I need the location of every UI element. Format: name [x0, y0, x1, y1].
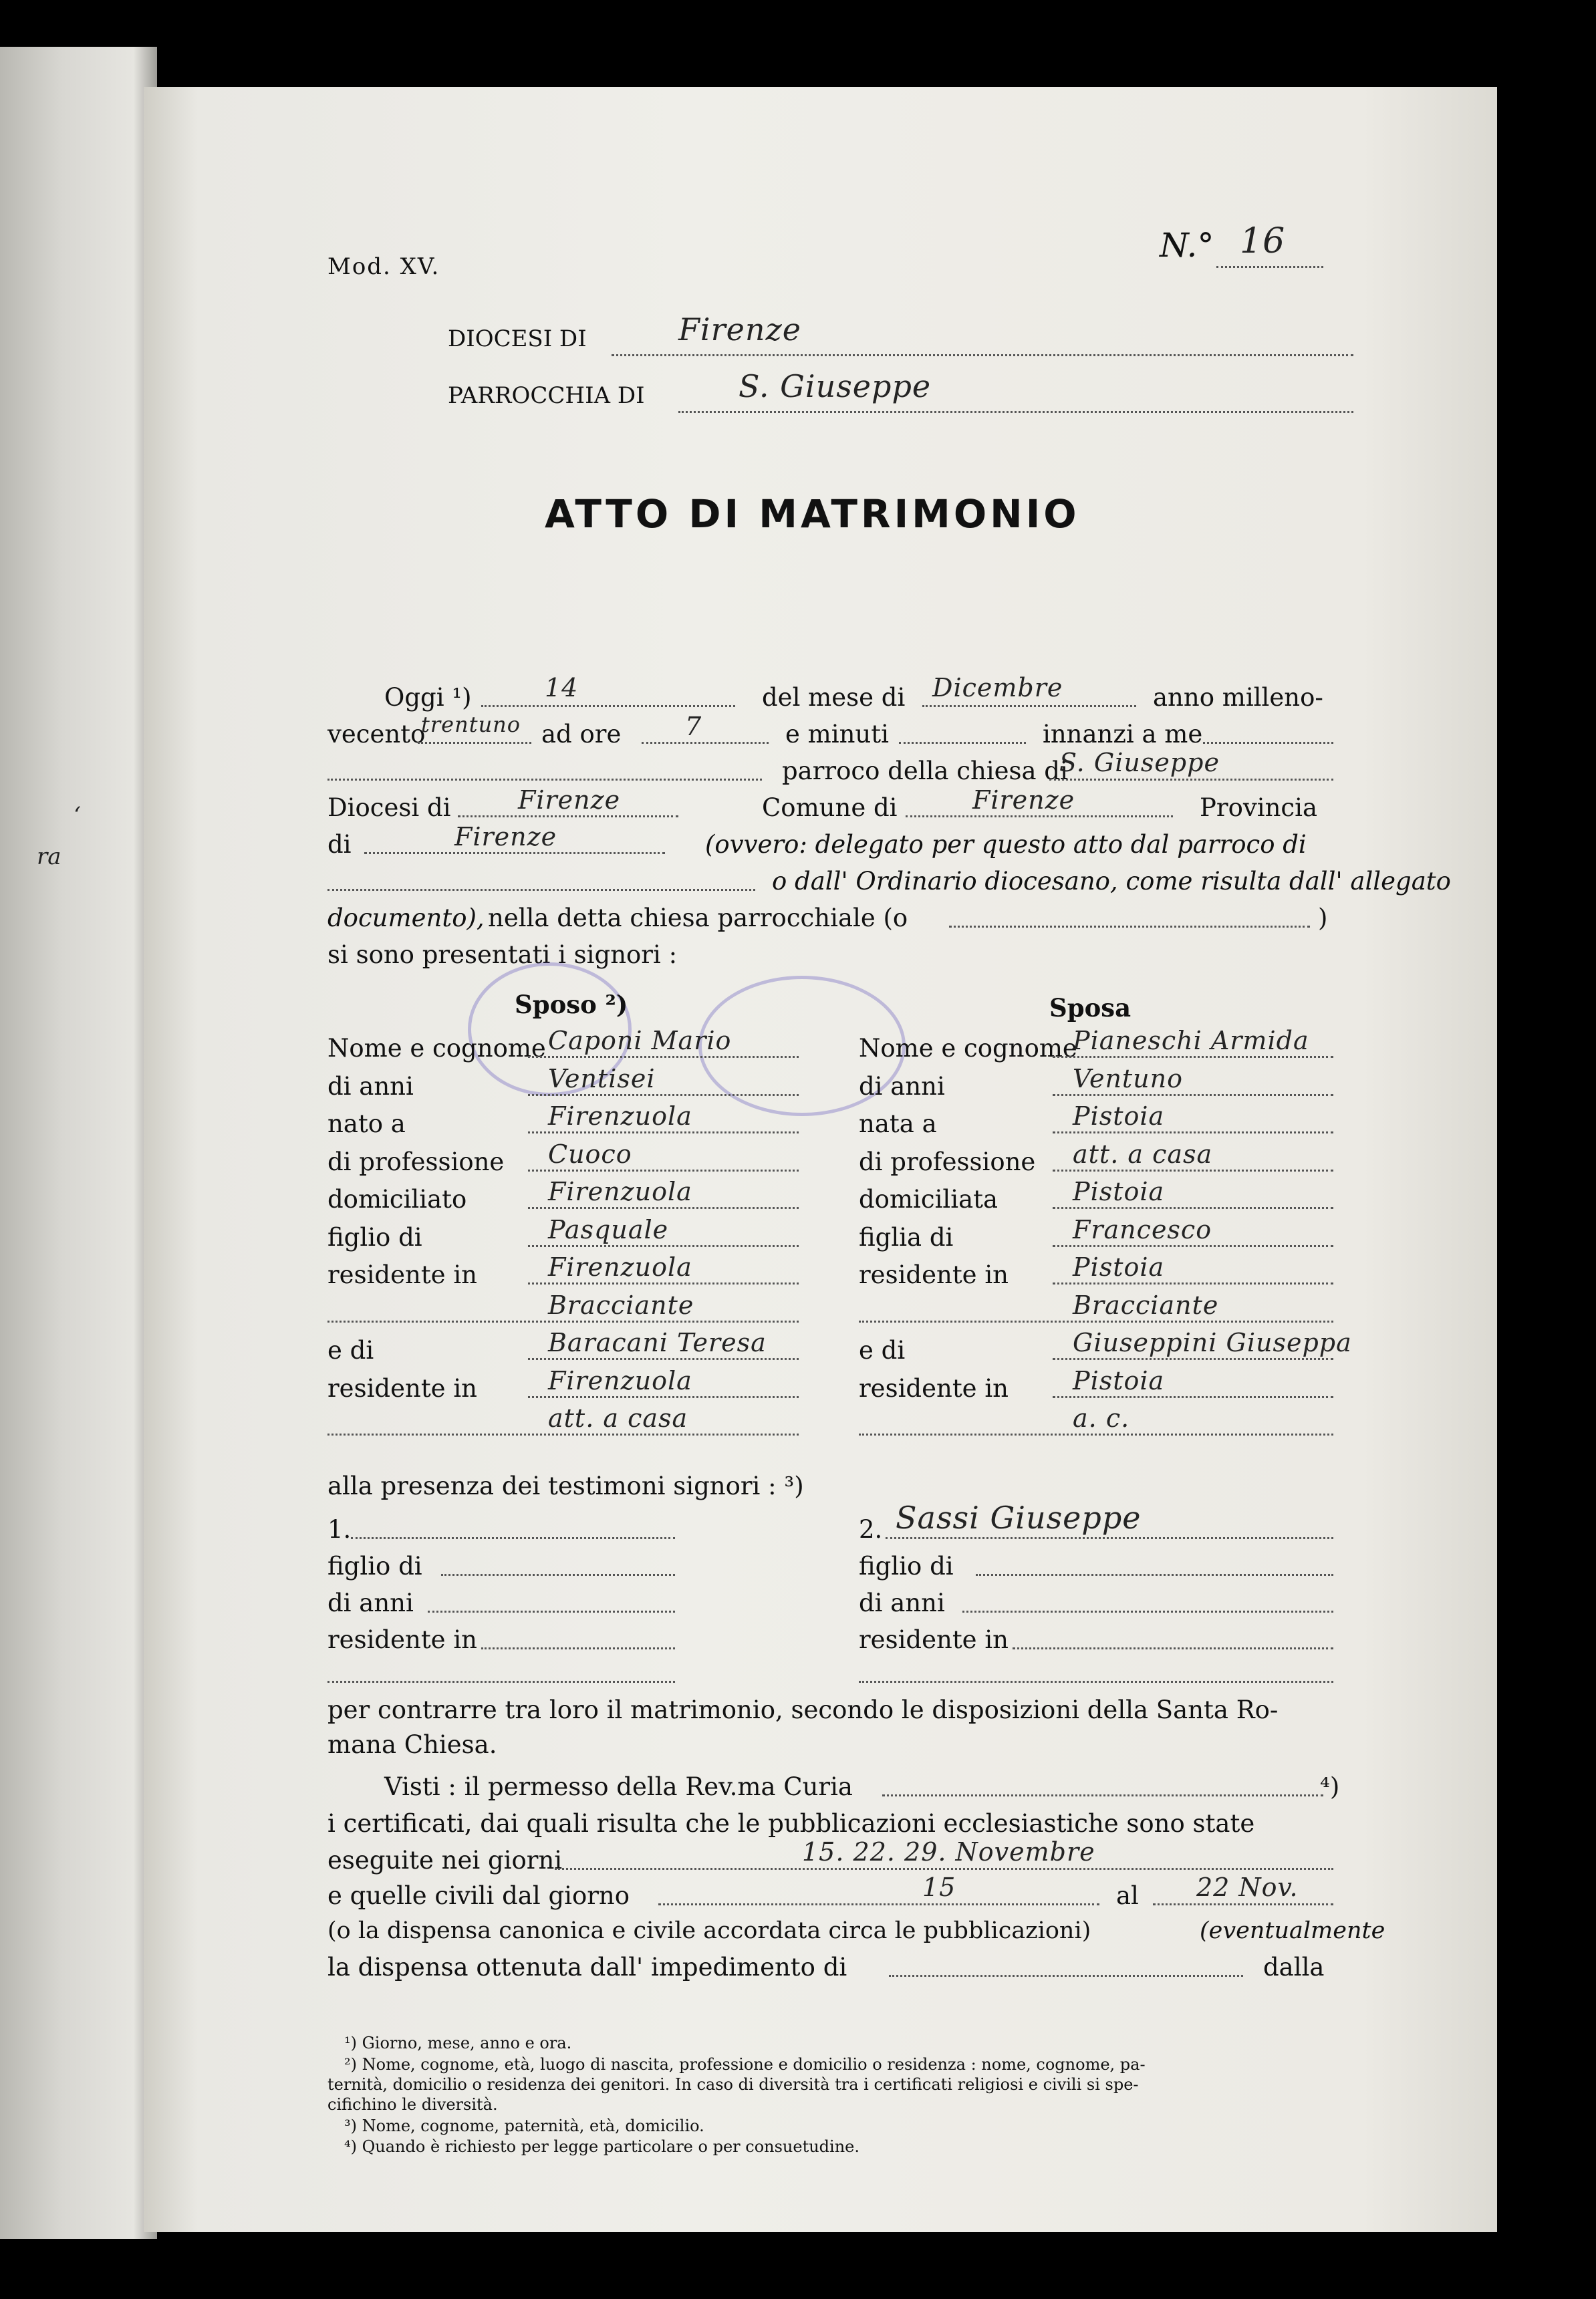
witness-2-anni-label: di anni [859, 1589, 945, 1617]
eventualmente-text: (eventualmente [1200, 1917, 1385, 1944]
document-number: 16 [1240, 221, 1286, 261]
sposa-heading: Sposa [1049, 993, 1132, 1023]
vecento-label: vecento [327, 720, 426, 749]
civili-label: e quelle civili dal giorno [327, 1881, 630, 1910]
left-page-fragment: ra [37, 843, 61, 870]
parish-label: PARROCCHIA DI [448, 382, 645, 409]
diocese-value: Firenze [678, 311, 801, 348]
witness-1-extra-line [327, 1681, 675, 1683]
footnote-1: ¹) Giorno, mese, anno e ora. [344, 2034, 572, 2052]
diocesi-line [458, 815, 678, 817]
footnote-3: ³) Nome, cognome, paternità, età, domicilio. [344, 2117, 704, 2135]
model-code: Mod. XV. [327, 253, 440, 280]
sposa-field-label: figlia di [859, 1223, 954, 1252]
footnote-2: ²) Nome, cognome, età, luogo di nascita, professione e domicilio o residenza : nome, cognome, pa- [344, 2055, 1146, 2074]
sposo-field-line [327, 1321, 799, 1323]
sposa-field-value: Francesco [1073, 1215, 1212, 1244]
documento-text: documento), [327, 904, 485, 932]
footnote-4: ⁴) Quando è richiesto per legge particolare o per consuetudine. [344, 2137, 859, 2156]
close-paren: ) [1318, 904, 1328, 932]
chiesa-alt-line [949, 926, 1310, 928]
witness-1-number: 1. [327, 1515, 352, 1544]
sposo-field-label: nato a [327, 1109, 406, 1138]
sposa-field-line [859, 1321, 1333, 1323]
document-title: ATTO DI MATRIMONIO [545, 491, 1080, 537]
sposa-field-line [1053, 1245, 1333, 1247]
diocesi-label: Diocesi di [327, 793, 451, 822]
sposa-field-value: Pistoia [1073, 1252, 1165, 1282]
sposo-field-line [327, 1434, 799, 1436]
previous-page-edge [0, 47, 157, 2239]
sposa-field-label: domiciliata [859, 1185, 999, 1214]
witness-2-residente-line [1013, 1647, 1333, 1649]
sposo-field-label: e di [327, 1336, 374, 1365]
curia-line [882, 1794, 1323, 1796]
month-label: del mese di [762, 683, 906, 712]
witness-2-name: Sassi Giuseppe [896, 1500, 1142, 1536]
diocesi-value: Firenze [518, 785, 621, 815]
minuti-label: e minuti [785, 720, 889, 749]
sposa-field-value: Giuseppini Giuseppa [1073, 1328, 1352, 1357]
parroco-label: parroco della chiesa di [782, 757, 1068, 785]
witness-2-figlio-line [976, 1574, 1333, 1576]
witness-1-anni-line [428, 1611, 675, 1613]
sposo-field-value: Cuoco [548, 1139, 632, 1169]
provincia-value: Firenze [454, 822, 557, 851]
sposo-field-value: Bracciante [548, 1291, 694, 1320]
comune-label: Comune di [762, 793, 898, 822]
sposo-field-line [528, 1056, 799, 1058]
sposo-field-value: Ventisei [548, 1064, 656, 1093]
witness-1-line [351, 1537, 675, 1539]
left-page-fragment: ʻ [74, 802, 81, 829]
sposa-field-value: att. a casa [1073, 1139, 1213, 1169]
sposa-field-line [1053, 1094, 1333, 1096]
purpose-line-1: per contrarre tra loro il matrimonio, secondo le disposizioni della Santa Ro- [327, 1696, 1279, 1724]
witness-1-figlio-line [441, 1574, 675, 1576]
sposa-field-line [1053, 1282, 1333, 1284]
sposa-field-value: a. c. [1073, 1403, 1130, 1433]
provincia-label: Provincia [1200, 793, 1318, 822]
eseguite-line [555, 1868, 1333, 1870]
eseguite-label: eseguite nei giorni [327, 1846, 563, 1875]
innanzi-label: innanzi a me [1043, 720, 1203, 749]
sposa-field-value: Bracciante [1073, 1291, 1219, 1320]
witness-2-number: 2. [859, 1515, 883, 1544]
ore-label: ad ore [541, 720, 622, 749]
sposa-field-line [1053, 1207, 1333, 1209]
sposo-field-label: figlio di [327, 1223, 422, 1252]
sposa-field-line [1053, 1358, 1333, 1360]
sposa-field-label: di professione [859, 1147, 1036, 1176]
day-line [481, 705, 735, 707]
number-line [1216, 266, 1323, 268]
day-value: 14 [545, 673, 579, 702]
sposo-field-line [528, 1396, 799, 1398]
parish-value: S. Giuseppe [739, 368, 932, 404]
sposo-field-label: residente in [327, 1374, 478, 1403]
ordinario-text: o dall' Ordinario diocesano, come risulta dall' allegato [772, 867, 1451, 896]
sposo-field-line [528, 1282, 799, 1284]
church-line [1049, 779, 1333, 781]
sposa-field-line [1053, 1396, 1333, 1398]
sposa-field-line [1053, 1056, 1333, 1058]
witness-1-residente-line [481, 1647, 675, 1649]
church-value: S. Giuseppe [1059, 748, 1220, 777]
ovvero-text: (ovvero: delegato per questo atto dal parroco di [705, 830, 1307, 859]
sposa-field-line [1053, 1131, 1333, 1133]
delegato-line [327, 889, 755, 891]
sposa-field-value: Pianeschi Armida [1073, 1026, 1309, 1055]
comune-line [906, 815, 1173, 817]
footnote-2-end: cifichino le diversità. [327, 2095, 498, 2114]
witness-2-line [886, 1537, 1333, 1539]
sposa-field-label: di anni [859, 1072, 945, 1101]
footnote-2-cont: ternità, domicilio o residenza dei genitori. In caso di diversità tra i certificati religiosi e civili si spe- [327, 2075, 1139, 2094]
sposa-field-label: nata a [859, 1109, 937, 1138]
provincia-line [364, 852, 665, 854]
dispensa-text: (o la dispensa canonica e civile accordata circa le pubblicazioni) [327, 1917, 1091, 1944]
nella-text: nella detta chiesa parrocchiale (o [488, 904, 908, 932]
innanzi-line [1203, 742, 1333, 744]
witness-2-extra-line [859, 1681, 1333, 1683]
hour-value: 7 [685, 712, 702, 741]
sposo-field-line [528, 1094, 799, 1096]
parish-line [678, 411, 1353, 413]
anno-label: anno milleno- [1153, 683, 1323, 712]
number-prefix: N.° [1160, 226, 1214, 265]
witness-1-anni-label: di anni [327, 1589, 414, 1617]
visti-note: ⁴) [1320, 1772, 1340, 1801]
sposa-field-label: residente in [859, 1260, 1009, 1289]
al-label: al [1116, 1881, 1139, 1910]
sposo-field-line [528, 1358, 799, 1360]
priest-name-line [327, 779, 762, 781]
sposa-field-line [1053, 1170, 1333, 1172]
sposo-heading: Sposo ²) [515, 990, 628, 1019]
sposa-field-label: e di [859, 1336, 906, 1365]
civili-from-value: 15 [922, 1873, 956, 1902]
sposo-field-value: att. a casa [548, 1403, 688, 1433]
visti-label: Visti : il permesso della Rev.ma Curia [384, 1772, 853, 1801]
minuti-line [899, 742, 1026, 744]
diocese-label: DIOCESI DI [448, 325, 587, 352]
sposa-field-value: Pistoia [1073, 1101, 1165, 1131]
sposo-field-line [528, 1207, 799, 1209]
civili-to-line [1153, 1903, 1333, 1905]
sposo-field-label: di professione [327, 1147, 505, 1176]
sposo-field-value: Firenzuola [548, 1366, 692, 1395]
certificati-text: i certificati, dai quali risulta che le pubblicazioni ecclesiastiche sono state [327, 1809, 1255, 1838]
sposo-field-value: Firenzuola [548, 1101, 692, 1131]
purpose-line-2: mana Chiesa. [327, 1730, 497, 1759]
document-page [144, 87, 1497, 2232]
dalla-text: dalla [1263, 1953, 1325, 1982]
witness-1-residente-label: residente in [327, 1625, 478, 1654]
witness-2-anni-line [962, 1611, 1333, 1613]
sposa-field-value: Pistoia [1073, 1366, 1165, 1395]
sposa-field-label: residente in [859, 1374, 1009, 1403]
diocese-line [612, 354, 1353, 356]
impedimento-line [889, 1975, 1243, 1977]
sposo-field-value: Baracani Teresa [548, 1328, 767, 1357]
comune-value: Firenze [972, 785, 1075, 815]
sposo-field-value: Caponi Mario [548, 1026, 732, 1055]
civili-to-value: 22 Nov. [1196, 1873, 1299, 1902]
month-line [922, 705, 1136, 707]
sposo-field-label: di anni [327, 1072, 414, 1101]
witness-2-residente-label: residente in [859, 1625, 1009, 1654]
sposo-field-value: Pasquale [548, 1215, 669, 1244]
impedimento-label: la dispensa ottenuta dall' impedimento di [327, 1953, 847, 1982]
sposo-field-label: Nome e cognome [327, 1034, 546, 1063]
sposa-field-label: Nome e cognome [859, 1034, 1077, 1063]
sposo-field-value: Firenzuola [548, 1177, 692, 1206]
presentati-text: si sono presentati i signori : [327, 940, 678, 969]
month-value: Dicembre [932, 673, 1063, 702]
sposo-field-line [528, 1245, 799, 1247]
oggi-label: Oggi ¹) [384, 683, 472, 712]
year-line [418, 742, 531, 744]
witness-1-figlio-label: figlio di [327, 1552, 422, 1581]
year-value: trentuno [421, 712, 521, 737]
sposa-field-value: Ventuno [1073, 1064, 1184, 1093]
sposo-field-label: residente in [327, 1260, 478, 1289]
sposa-field-line [859, 1434, 1333, 1436]
sposa-field-value: Pistoia [1073, 1177, 1165, 1206]
witnesses-heading: alla presenza dei testimoni signori : ³) [327, 1472, 804, 1500]
di-label: di [327, 830, 352, 859]
sposo-field-label: domiciliato [327, 1185, 467, 1214]
civili-from-line [658, 1903, 1099, 1905]
sposo-field-line [528, 1170, 799, 1172]
eseguite-value: 15. 22. 29. Novembre [802, 1837, 1095, 1867]
sposo-field-line [528, 1131, 799, 1133]
sposo-field-value: Firenzuola [548, 1252, 692, 1282]
hour-line [642, 742, 769, 744]
witness-2-figlio-label: figlio di [859, 1552, 954, 1581]
